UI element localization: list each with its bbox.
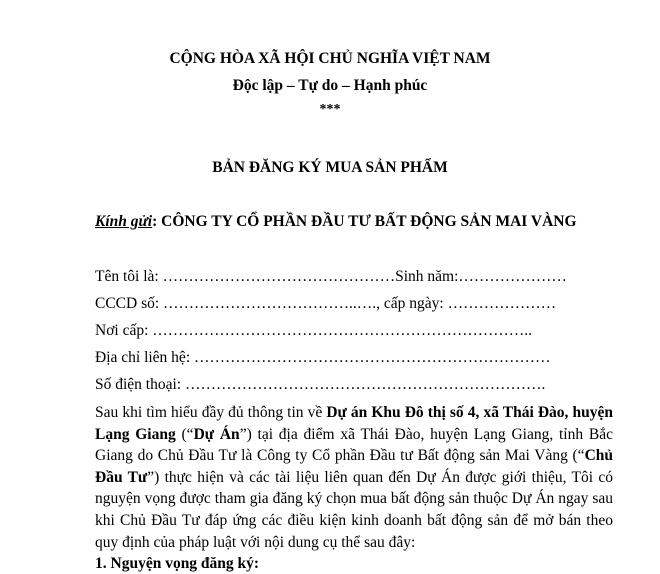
intro-paragraph	[95, 402, 613, 553]
motto: Độc lập – Tự do – Hạnh phúc	[232, 77, 428, 94]
addressee-colon: :	[152, 213, 158, 230]
field-issued-place: Nơi cấp: ………………………………………………………………..	[95, 322, 533, 339]
investor-abbrev: Chủ Đầu Tư	[95, 447, 613, 486]
addressee-company: CÔNG TY CỔ PHẦN ĐẦU TƯ BẤT ĐỘNG SẢN MAI VÀNG	[161, 213, 577, 230]
intro-text-2: (“	[175, 425, 194, 443]
stars-divider: ***	[319, 102, 341, 117]
field-phone: Số điện thoại: …………………………………………………………….	[95, 376, 546, 393]
nation-heading: CỘNG HÒA XÃ HỘI CHỦ NGHĨA VIỆT NAM	[169, 50, 491, 67]
project-abbrev: Dự Án	[193, 425, 240, 443]
intro-text-3: ”) tại địa điểm xã Thái Đào, huyện Lạng Giang, tỉnh Bắc Giang do Chủ Đầu Tư là Công ty Cổ phần Đầu tư Bất động sản Mai Vàng (“	[95, 425, 613, 465]
intro-text-4: ”) thực hiện và các tài liệu liên quan đến Dự Án được giới thiệu, Tôi có nguyện vọng được tham gia đăng ký chọn mua bất động sản thuộc Dự Án ngay sau khi Chủ Đầu Tư đáp ứng các điều kiện kinh doanh bất động sản để mở bán theo quy định của pháp luật với nội dung cụ thể sau đây:	[95, 468, 613, 551]
project-name: Dự án Khu Đô thị số 4, xã Thái Đào, huyện Lạng Giang	[95, 404, 613, 443]
field-id-number: CCCD số: ………………………………..…., cấp ngày: …………………	[95, 295, 557, 312]
section-1-heading: 1. Nguyện vọng đăng ký:	[95, 555, 260, 572]
field-name: Tên tôi là: ………………………………………Sinh năm:…………………	[95, 268, 567, 285]
addressee-line	[95, 213, 577, 231]
intro-text-1: Sau khi tìm hiểu đầy đủ thông tin về	[95, 404, 327, 421]
addressee-label: Kính gửi	[95, 213, 153, 230]
document-title: BẢN ĐĂNG KÝ MUA SẢN PHẨM	[212, 159, 448, 176]
field-address: Địa chỉ liên hệ: ……………………………………………………………	[95, 349, 551, 366]
